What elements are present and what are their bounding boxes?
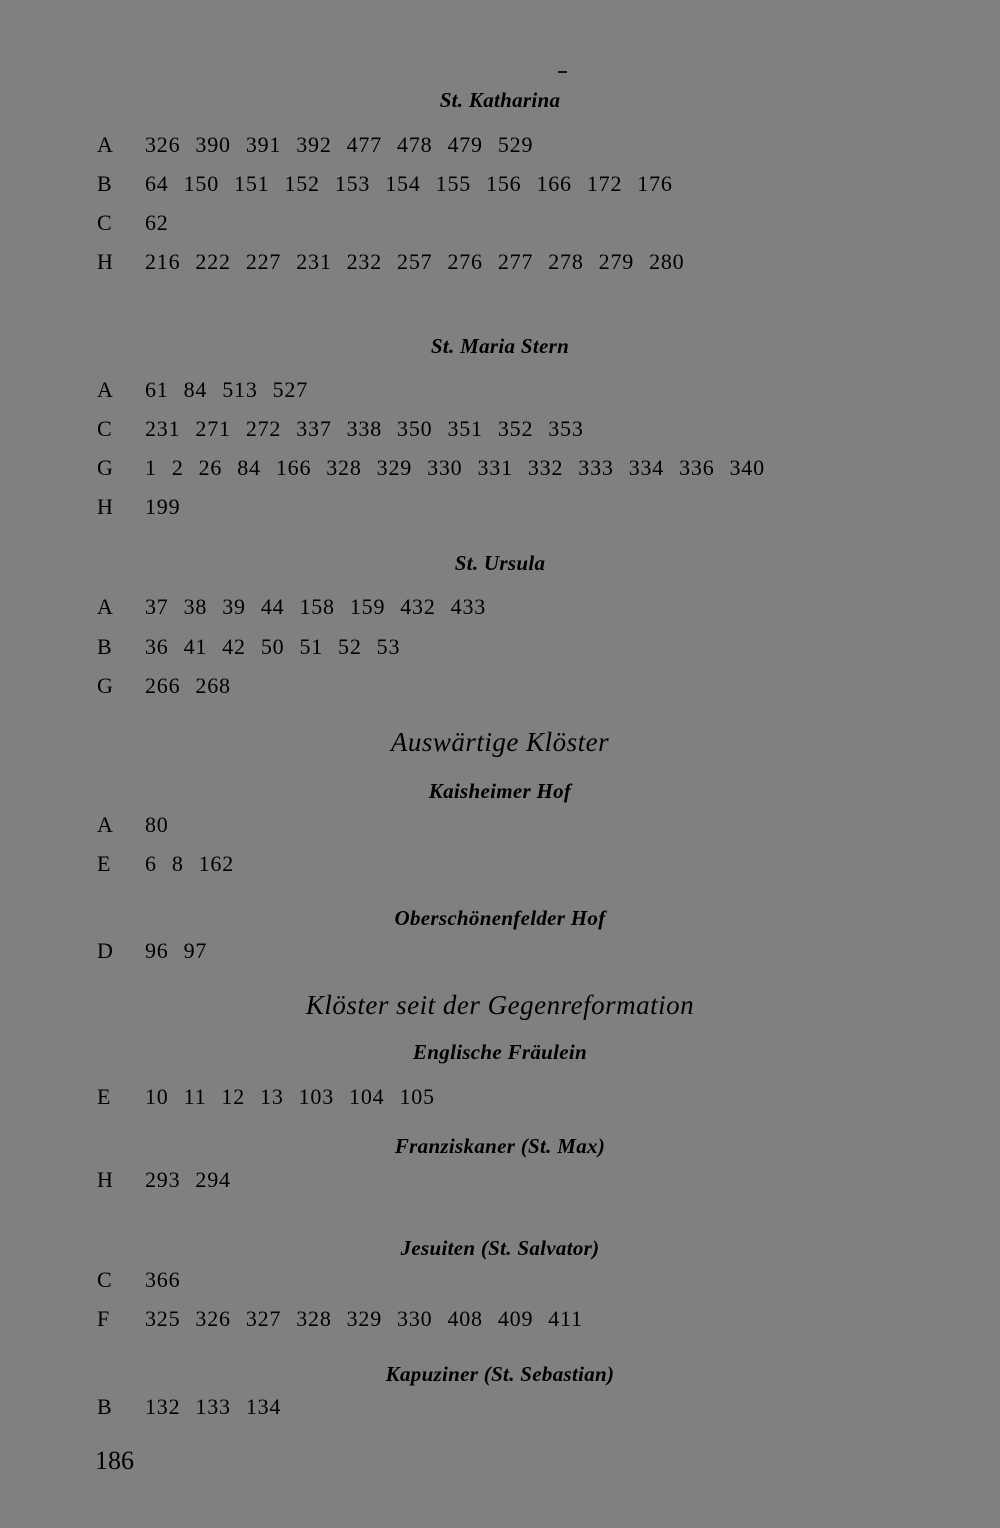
index-row [97, 592, 501, 622]
reference-number: 132 [145, 1394, 181, 1419]
index-row [97, 1265, 195, 1295]
row-letter: E [97, 1084, 111, 1109]
reference-number: 42 [222, 634, 246, 659]
reference-number: 172 [586, 171, 623, 196]
reference-number: 280 [649, 249, 685, 274]
row-letter: C [97, 1267, 112, 1292]
reference-number: 340 [729, 455, 765, 480]
reference-number: 329 [346, 1306, 383, 1331]
reference-number: 266 [145, 673, 181, 698]
index-row [97, 1304, 598, 1334]
reference-number: 276 [447, 249, 483, 274]
reference-number: 338 [346, 416, 383, 441]
reference-number: 10 [145, 1084, 169, 1109]
major-heading: Auswärtige Klöster [390, 727, 610, 757]
reference-number: 329 [376, 455, 413, 480]
row-letter: A [97, 377, 113, 402]
section-heading: Jesuiten (St. Salvator) [400, 1236, 600, 1260]
reference-number: 529 [497, 132, 534, 157]
reference-number: 133 [195, 1394, 231, 1419]
reference-number: 432 [400, 594, 436, 619]
reference-number: 326 [195, 1306, 231, 1331]
reference-number: 103 [298, 1084, 335, 1109]
reference-number: 199 [145, 494, 181, 519]
reference-number: 156 [486, 171, 522, 196]
row-letter: F [97, 1306, 110, 1331]
reference-number: 366 [145, 1267, 181, 1292]
reference-number: 513 [222, 377, 258, 402]
reference-number: 272 [245, 416, 282, 441]
reference-number: 336 [679, 455, 715, 480]
reference-number: 176 [637, 171, 673, 196]
reference-number: 277 [497, 249, 534, 274]
row-letter: G [97, 455, 113, 480]
index-row [97, 671, 246, 701]
row-letter: B [97, 171, 112, 196]
reference-number: 41 [183, 634, 208, 659]
reference-number: 330 [427, 455, 463, 480]
reference-number: 159 [349, 594, 386, 619]
reference-number: 352 [497, 416, 534, 441]
reference-number: 97 [183, 938, 208, 963]
index-row [97, 1392, 296, 1422]
reference-number: 294 [195, 1167, 231, 1192]
section-heading: Franziskaner (St. Max) [394, 1134, 606, 1158]
reference-number: 44 [260, 594, 285, 619]
reference-number: 166 [536, 171, 572, 196]
reference-number: 12 [221, 1084, 246, 1109]
section-heading: St. Katharina [439, 88, 561, 112]
index-row [97, 1082, 450, 1112]
reference-number: 62 [145, 210, 169, 235]
reference-number: 332 [527, 455, 564, 480]
section-heading: St. Maria Stern [430, 334, 570, 358]
row-letter: H [97, 249, 113, 274]
reference-number: 328 [326, 455, 362, 480]
row-letter: B [97, 634, 112, 659]
index-row [97, 1165, 246, 1195]
reference-number: 51 [299, 634, 324, 659]
reference-number: 330 [397, 1306, 433, 1331]
reference-number: 150 [183, 171, 220, 196]
reference-number: 134 [245, 1394, 282, 1419]
reference-number: 257 [397, 249, 433, 274]
reference-number: 327 [245, 1306, 282, 1331]
reference-number: 433 [450, 594, 487, 619]
reference-number: 479 [447, 132, 483, 157]
reference-number: 337 [296, 416, 332, 441]
section-heading: Kaisheimer Hof [428, 779, 572, 803]
reference-number: 166 [275, 455, 312, 480]
row-letter: C [97, 416, 112, 441]
reference-number: 350 [397, 416, 433, 441]
reference-number: 268 [195, 673, 231, 698]
reference-number: 154 [385, 171, 421, 196]
section-heading: Oberschönenfelder Hof [394, 906, 606, 930]
reference-number: 293 [145, 1167, 181, 1192]
reference-number: 61 [145, 377, 169, 402]
row-letter: G [97, 673, 113, 698]
index-row [97, 247, 699, 277]
reference-number: 478 [397, 132, 433, 157]
reference-number: 390 [195, 132, 231, 157]
reference-number: 38 [183, 594, 208, 619]
reference-number: 104 [349, 1084, 385, 1109]
reference-number: 408 [447, 1306, 483, 1331]
reference-number: 36 [145, 634, 169, 659]
major-heading: Klöster seit der Gegenreformation [305, 990, 695, 1020]
reference-number: 39 [222, 594, 246, 619]
reference-number: 6 [145, 851, 157, 876]
index-row [97, 849, 249, 879]
index-row [97, 208, 184, 238]
reference-number: 11 [183, 1084, 207, 1109]
reference-number: 353 [548, 416, 584, 441]
row-letter: B [97, 1394, 112, 1419]
reference-number: 279 [598, 249, 635, 274]
reference-number: 278 [548, 249, 584, 274]
reference-number: 331 [477, 455, 513, 480]
index-row [97, 375, 323, 405]
print-speck [558, 71, 567, 73]
section-heading: St. Ursula [454, 551, 546, 575]
reference-number: 222 [195, 249, 231, 274]
row-letter: D [97, 938, 113, 963]
row-letter: H [97, 494, 113, 519]
row-letter: A [97, 594, 113, 619]
reference-number: 162 [198, 851, 235, 876]
reference-number: 328 [296, 1306, 332, 1331]
reference-number: 333 [578, 455, 614, 480]
index-row [97, 414, 599, 444]
reference-number: 477 [346, 132, 383, 157]
reference-number: 391 [245, 132, 282, 157]
reference-number: 13 [260, 1084, 284, 1109]
reference-number: 152 [284, 171, 320, 196]
row-letter: A [97, 132, 113, 157]
reference-number: 158 [299, 594, 335, 619]
index-row [97, 169, 688, 199]
reference-number: 53 [376, 634, 401, 659]
reference-number: 52 [338, 634, 362, 659]
reference-number: 50 [260, 634, 285, 659]
reference-number: 155 [435, 171, 472, 196]
page-number: 186 [95, 1446, 134, 1475]
index-row [97, 453, 780, 483]
index-row [97, 492, 195, 522]
row-letter: H [97, 1167, 113, 1192]
row-letter: C [97, 210, 112, 235]
index-row [97, 130, 548, 160]
reference-number: 326 [145, 132, 181, 157]
reference-number: 409 [497, 1306, 534, 1331]
reference-number: 2 [171, 455, 184, 480]
reference-number: 227 [245, 249, 282, 274]
reference-number: 26 [198, 455, 223, 480]
reference-number: 105 [399, 1084, 435, 1109]
reference-number: 411 [548, 1306, 583, 1331]
reference-number: 392 [296, 132, 332, 157]
reference-number: 96 [145, 938, 169, 963]
reference-number: 151 [234, 171, 270, 196]
row-letter: A [97, 812, 113, 837]
reference-number: 84 [183, 377, 208, 402]
reference-number: 351 [447, 416, 483, 441]
index-row [97, 810, 184, 840]
reference-number: 527 [272, 377, 309, 402]
row-letter: E [97, 851, 111, 876]
reference-number: 216 [145, 249, 181, 274]
reference-number: 232 [346, 249, 383, 274]
reference-number: 334 [628, 455, 665, 480]
reference-number: 64 [145, 171, 169, 196]
section-heading: Kapuziner (St. Sebastian) [385, 1362, 615, 1386]
reference-number: 80 [145, 812, 169, 837]
section-heading: Englische Fräulein [412, 1040, 588, 1064]
reference-number: 153 [334, 171, 371, 196]
reference-number: 231 [296, 249, 332, 274]
index-row [97, 936, 222, 966]
reference-number: 84 [237, 455, 261, 480]
reference-number: 231 [145, 416, 181, 441]
reference-number: 325 [145, 1306, 181, 1331]
index-row [97, 632, 415, 662]
reference-number: 271 [195, 416, 231, 441]
reference-number: 37 [145, 594, 169, 619]
reference-number: 1 [145, 455, 157, 480]
reference-number: 8 [171, 851, 184, 876]
